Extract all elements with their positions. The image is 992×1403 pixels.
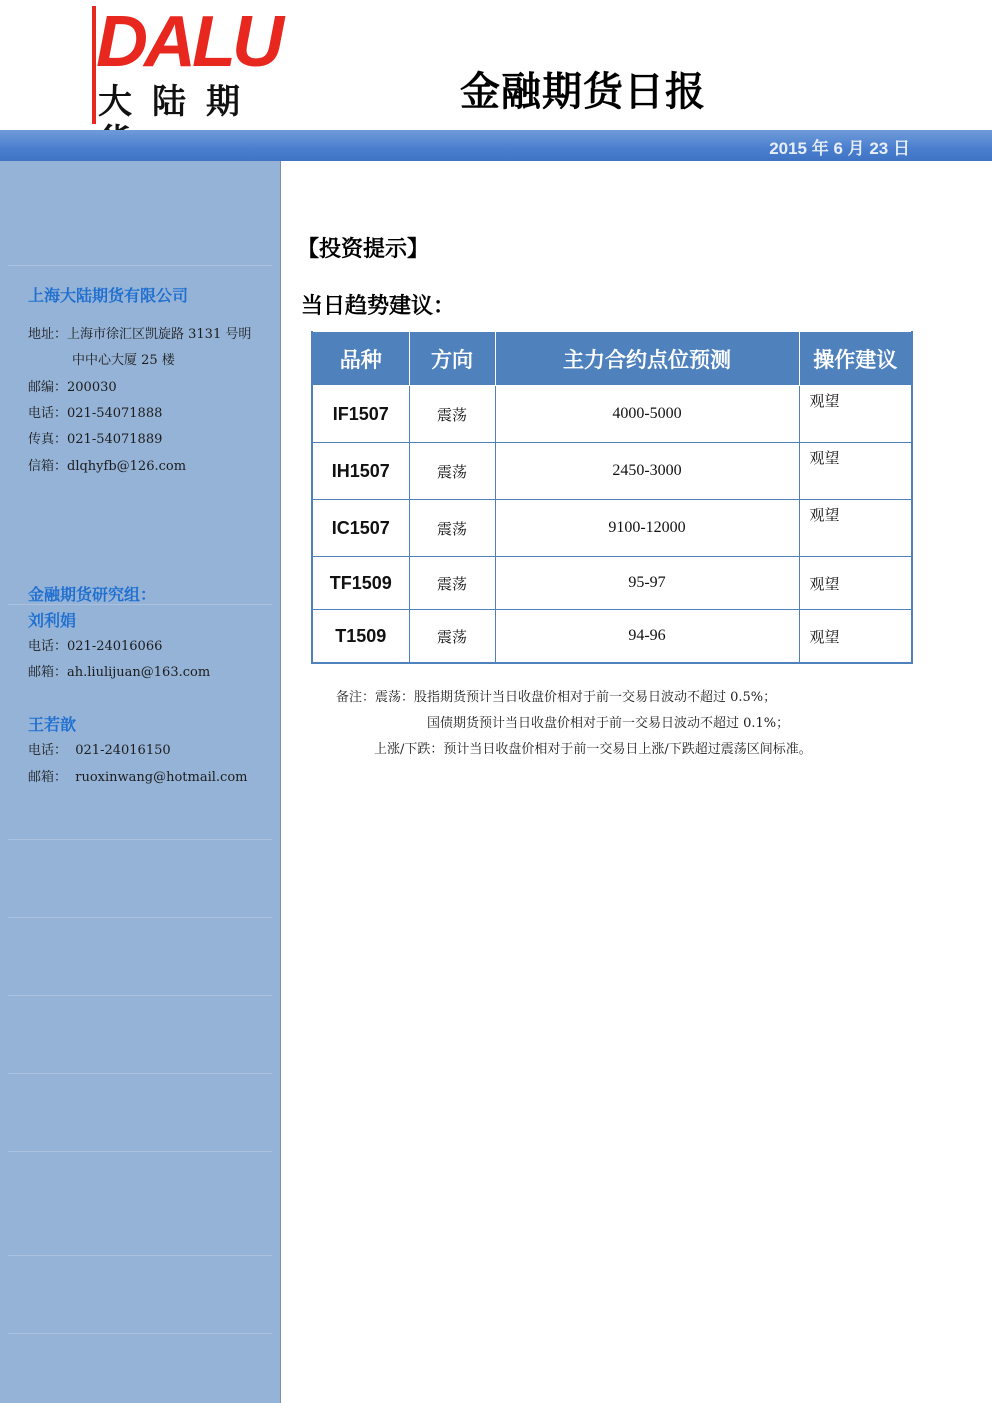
range-cell: 2450-3000 xyxy=(495,443,799,500)
analyst-name: 刘利娟 xyxy=(28,611,77,630)
column-header: 操作建议 xyxy=(799,332,912,386)
analyst-name: 王若歆 xyxy=(28,715,77,734)
direction-cell: 震荡 xyxy=(409,500,495,557)
action-cell: 观望 xyxy=(799,386,912,443)
contract-code: TF1509 xyxy=(312,557,409,610)
investment-tips-heading: 【投资提示】 xyxy=(297,237,430,262)
analyst-phone: 电话：021-24016066 xyxy=(28,639,163,654)
footnote: 备注：震荡：股指期货预计当日收盘价相对于前一交易日波动不超过 0.5%； xyxy=(336,690,777,705)
table-row xyxy=(312,610,912,664)
direction-cell: 震荡 xyxy=(409,610,495,664)
sidebar-divider xyxy=(8,839,272,840)
company-name: 上海大陆期货有限公司 xyxy=(28,286,189,305)
sidebar-divider xyxy=(8,1151,272,1152)
column-header: 主力合约点位预测 xyxy=(495,332,799,386)
direction-cell: 震荡 xyxy=(409,443,495,500)
action-cell: 观望 xyxy=(799,443,912,500)
table-row xyxy=(312,557,912,610)
footnote: 上涨/下跌：预计当日收盘价相对于前一交易日上涨/下跌超过震荡区间标准。 xyxy=(374,742,812,757)
analyst-phone: 电话： 021-24016150 xyxy=(28,743,171,758)
table-row xyxy=(312,386,912,443)
sidebar-divider xyxy=(8,265,272,266)
range-cell: 9100-12000 xyxy=(495,500,799,557)
direction-cell: 震荡 xyxy=(409,557,495,610)
column-header: 方向 xyxy=(409,332,495,386)
report-title: 金融期货日报 xyxy=(460,69,706,115)
table-row xyxy=(312,443,912,500)
sidebar-divider xyxy=(8,917,272,918)
column-header: 品种 xyxy=(312,332,409,386)
report-date: 2015 年 6 月 23 日 xyxy=(769,139,910,158)
sidebar-divider xyxy=(8,1333,272,1334)
contract-code: IF1507 xyxy=(312,386,409,443)
logo-wordmark: DALU xyxy=(96,2,280,82)
direction-cell: 震荡 xyxy=(409,386,495,443)
company-address: 地址：上海市徐汇区凯旋路 3131 号明 xyxy=(28,327,252,342)
action-cell: 观望 xyxy=(799,610,912,664)
company-logo xyxy=(92,2,314,124)
contract-code: T1509 xyxy=(312,610,409,664)
range-cell: 4000-5000 xyxy=(495,386,799,443)
company-address-cont: 中中心大厦 25 楼 xyxy=(72,353,175,368)
sidebar-divider xyxy=(8,995,272,996)
action-cell: 观望 xyxy=(799,500,912,557)
range-cell: 95-97 xyxy=(495,557,799,610)
sidebar-edge xyxy=(280,161,281,1403)
daily-trend-heading: 当日趋势建议： xyxy=(301,294,456,319)
table-header-row xyxy=(312,332,912,386)
footnote: 国债期货预计当日收盘价相对于前一交易日波动不超过 0.1%； xyxy=(427,716,790,731)
analyst-email: 邮箱：ah.liulijuan@163.com xyxy=(28,665,211,680)
sidebar-divider xyxy=(8,1255,272,1256)
trend-table xyxy=(311,331,913,664)
action-cell: 观望 xyxy=(799,557,912,610)
sidebar-divider xyxy=(8,1073,272,1074)
table-row xyxy=(312,500,912,557)
company-mail: 信箱：dlqhyfb@126.com xyxy=(28,459,187,474)
contract-code: IC1507 xyxy=(312,500,409,557)
company-fax: 传真：021-54071889 xyxy=(28,432,163,447)
company-postcode: 邮编：200030 xyxy=(28,380,117,395)
contract-code: IH1507 xyxy=(312,443,409,500)
logo-chinese-name: 大陆期 xyxy=(98,82,260,122)
company-phone: 电话：021-54071888 xyxy=(28,406,163,421)
research-group-title: 金融期货研究组： xyxy=(28,585,157,604)
analyst-email: 邮箱： ruoxinwang@hotmail.com xyxy=(28,770,248,785)
range-cell: 94-96 xyxy=(495,610,799,664)
